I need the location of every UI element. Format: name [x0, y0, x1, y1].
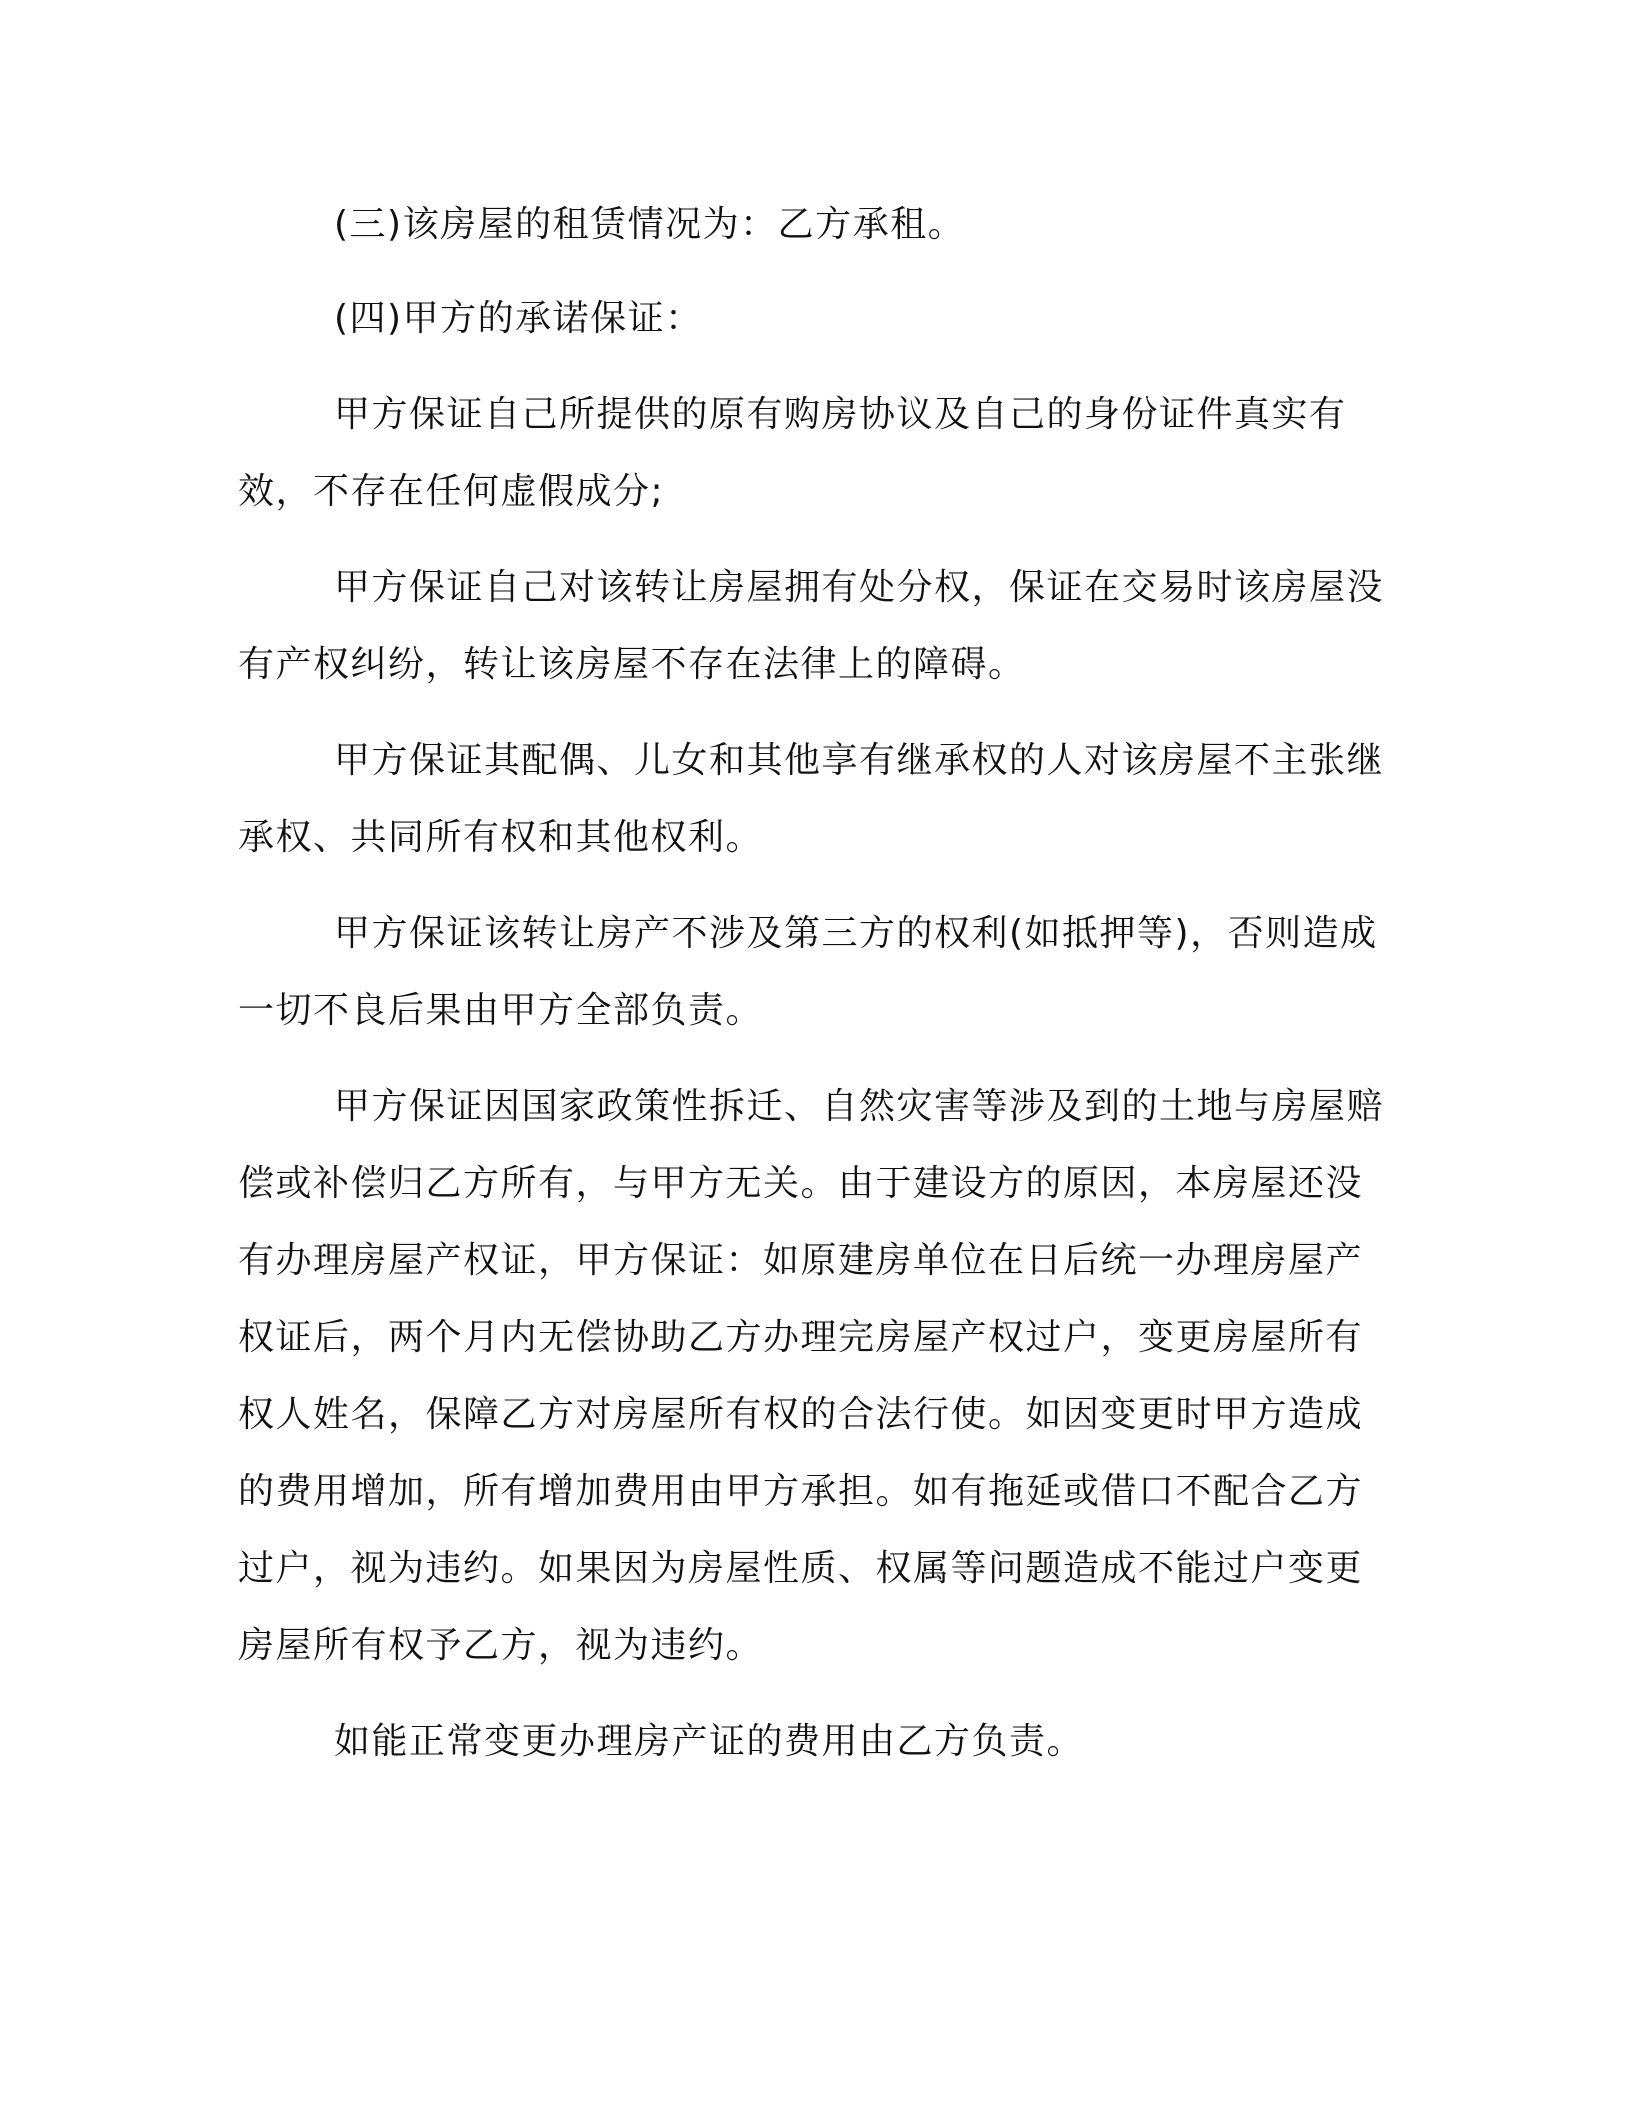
paragraph-disposal-right: 甲方保证自己对该转让房屋拥有处分权，保证在交易时该房屋没有产权纠纷，转让该房屋不存在法律上的障碍。	[238, 567, 1385, 685]
paragraph-compensation-transfer: 甲方保证因国家政策性拆迁、自然灾害等涉及到的土地与房屋赔偿或补偿归乙方所有，与甲方无关。由于建设方的原因，本房屋还没有办理房屋产权证，甲方保证：如原建房单位在日后统一办理房屋产权证后，两个月内无偿协助乙方办理完房屋产权过户，变更房屋所有权人姓名，保障乙方对房屋所有权的合法行使。如因变更时甲方造成的费用增加，所有增加费用由甲方承担。如有拖延或借口不配合乙方过户，视为违约。如果因为房屋性质、权属等问题造成不能过户变更房屋所有权予乙方，视为违约。	[238, 1086, 1385, 1666]
paragraph-family-waiver: 甲方保证其配偶、儿女和其他享有继承权的人对该房屋不主张继承权、共同所有权和其他权利。	[238, 740, 1385, 858]
paragraph-third-party-rights: 甲方保证该转让房产不涉及第三方的权利(如抵押等)，否则造成一切不良后果由甲方全部负责。	[238, 913, 1378, 1031]
paragraph-lease-status: (三)该房屋的租赁情况为：乙方承租。	[334, 204, 966, 245]
paragraph-guarantee-heading: (四)甲方的承诺保证：	[334, 298, 703, 339]
paragraph-documents-authentic: 甲方保证自己所提供的原有购房协议及自己的身份证件真实有效，不存在任何虚假成分;	[238, 394, 1347, 512]
paragraph-certificate-fees: 如能正常变更办理房产证的费用由乙方负责。	[334, 1721, 1085, 1762]
document-body	[238, 186, 1398, 1799]
